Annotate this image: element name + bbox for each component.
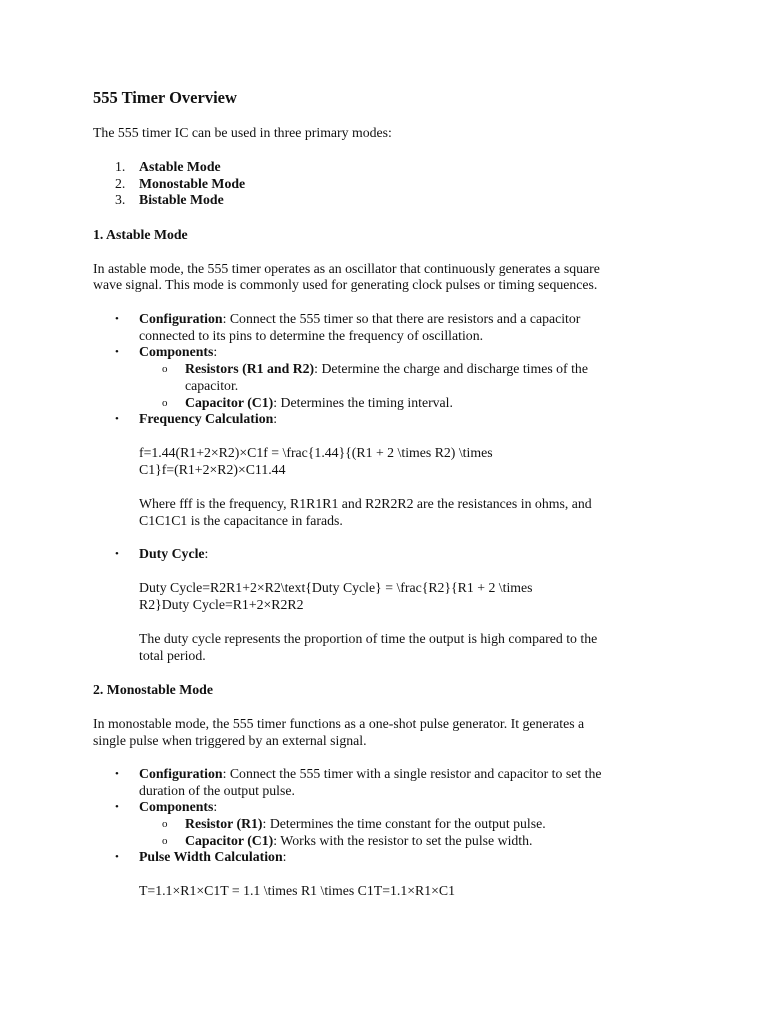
mode-number-3: 3. xyxy=(115,192,126,207)
pulse-width-calculation-line xyxy=(139,848,286,865)
components-label: Components xyxy=(139,799,214,814)
monostable-paragraph-line-1: In monostable mode, the 555 timer functions as a one-shot pulse generator. It generates a xyxy=(93,716,585,731)
configuration-label: Configuration xyxy=(139,311,223,326)
frequency-formula-line-1: f=1.44(R1+2×R2)×C1f = \frac{1.44}{(R1 + 2 \times R2) \times xyxy=(139,445,493,460)
duty-cycle-formula-line-2: R2}Duty Cycle=R1+2×R2R2 xyxy=(139,597,304,612)
mode-number-1: 1. xyxy=(115,159,126,174)
bullet-icon: • xyxy=(115,346,119,358)
mode-label-1: Astable Mode xyxy=(139,159,221,174)
sub-bullet-icon: o xyxy=(162,363,168,375)
section-heading-monostable: 2. Monostable Mode xyxy=(93,682,213,697)
bullet-icon: • xyxy=(115,768,119,780)
resistors-text: : Determine the charge and discharge times of the xyxy=(314,361,588,376)
bullet-icon: • xyxy=(115,801,119,813)
configuration-text: : Connect the 555 timer so that there are resistors and a capacitor xyxy=(222,311,581,326)
components-colon: : xyxy=(213,344,218,359)
astable-paragraph-line-2: wave signal. This mode is commonly used for generating clock pulses or timing sequences. xyxy=(93,277,598,292)
bullet-icon: • xyxy=(115,851,119,863)
pulse-width-formula: T=1.1×R1×C1T = 1.1 \times R1 \times C1T=1.1×R1×C1 xyxy=(139,883,455,898)
components-colon: : xyxy=(213,799,218,814)
mode-number-2: 2. xyxy=(115,176,126,191)
components-label: Components xyxy=(139,344,214,359)
configuration-text: : Connect the 555 timer with a single resistor and capacitor to set the xyxy=(222,766,602,781)
configuration-label: Configuration xyxy=(139,766,223,781)
mode-label-3: Bistable Mode xyxy=(139,192,224,207)
pulse-width-calculation-label: Pulse Width Calculation xyxy=(139,849,283,864)
astable-resistors-line-2: capacitor. xyxy=(185,378,239,393)
duty-cycle-line xyxy=(139,545,208,562)
frequency-where-line-1: Where fff is the frequency, R1R1R1 and R2R2R2 are the resistances in ohms, and xyxy=(139,496,592,511)
duty-cycle-description-line-2: total period. xyxy=(139,648,206,663)
astable-components-line xyxy=(139,343,217,360)
monostable-paragraph-line-2: single pulse when triggered by an external signal. xyxy=(93,733,367,748)
duty-cycle-label: Duty Cycle xyxy=(139,546,205,561)
astable-capacitor-line xyxy=(185,394,453,411)
bullet-icon: • xyxy=(115,413,119,425)
bullet-icon: • xyxy=(115,313,119,325)
frequency-calculation-label: Frequency Calculation xyxy=(139,411,274,426)
frequency-calculation-line xyxy=(139,410,277,427)
astable-configuration-line-1 xyxy=(139,310,580,327)
monostable-capacitor-line xyxy=(185,832,532,849)
capacitor-label: Capacitor (C1) xyxy=(185,395,274,410)
sub-bullet-icon: o xyxy=(162,835,168,847)
pulse-width-calculation-colon: : xyxy=(282,849,287,864)
capacitor-text: : Works with the resistor to set the pulse width. xyxy=(273,833,533,848)
astable-resistors-line-1 xyxy=(185,360,588,377)
capacitor-text: : Determines the timing interval. xyxy=(273,395,453,410)
mode-label-2: Monostable Mode xyxy=(139,176,246,191)
capacitor-label: Capacitor (C1) xyxy=(185,833,274,848)
resistor-label: Resistor (R1) xyxy=(185,816,263,831)
astable-paragraph-line-1: In astable mode, the 555 timer operates as an oscillator that continuously generates a square xyxy=(93,261,600,276)
frequency-calculation-colon: : xyxy=(273,411,278,426)
sub-bullet-icon: o xyxy=(162,818,168,830)
frequency-formula-line-2: C1}f=(R1+2×R2)×C11.44 xyxy=(139,462,286,477)
duty-cycle-formula-line-1: Duty Cycle=R2R1+2×R2\text{Duty Cycle} = \frac{R2}{R1 + 2 \times xyxy=(139,580,533,595)
monostable-configuration-line-2: duration of the output pulse. xyxy=(139,783,295,798)
astable-configuration-line-2: connected to its pins to determine the frequency of oscillation. xyxy=(139,328,484,343)
resistor-text: : Determines the time constant for the output pulse. xyxy=(262,816,546,831)
monostable-configuration-line-1 xyxy=(139,765,602,782)
sub-bullet-icon: o xyxy=(162,397,168,409)
frequency-where-line-2: C1C1C1 is the capacitance in farads. xyxy=(139,513,343,528)
monostable-components-line xyxy=(139,798,217,815)
resistors-label: Resistors (R1 and R2) xyxy=(185,361,315,376)
section-heading-astable: 1. Astable Mode xyxy=(93,227,188,242)
duty-cycle-description-line-1: The duty cycle represents the proportion of time the output is high compared to the xyxy=(139,631,598,646)
monostable-resistor-line xyxy=(185,815,546,832)
page-title: 555 Timer Overview xyxy=(93,88,237,107)
bullet-icon: • xyxy=(115,548,119,560)
intro-paragraph: The 555 timer IC can be used in three primary modes: xyxy=(93,125,392,140)
duty-cycle-colon: : xyxy=(204,546,209,561)
